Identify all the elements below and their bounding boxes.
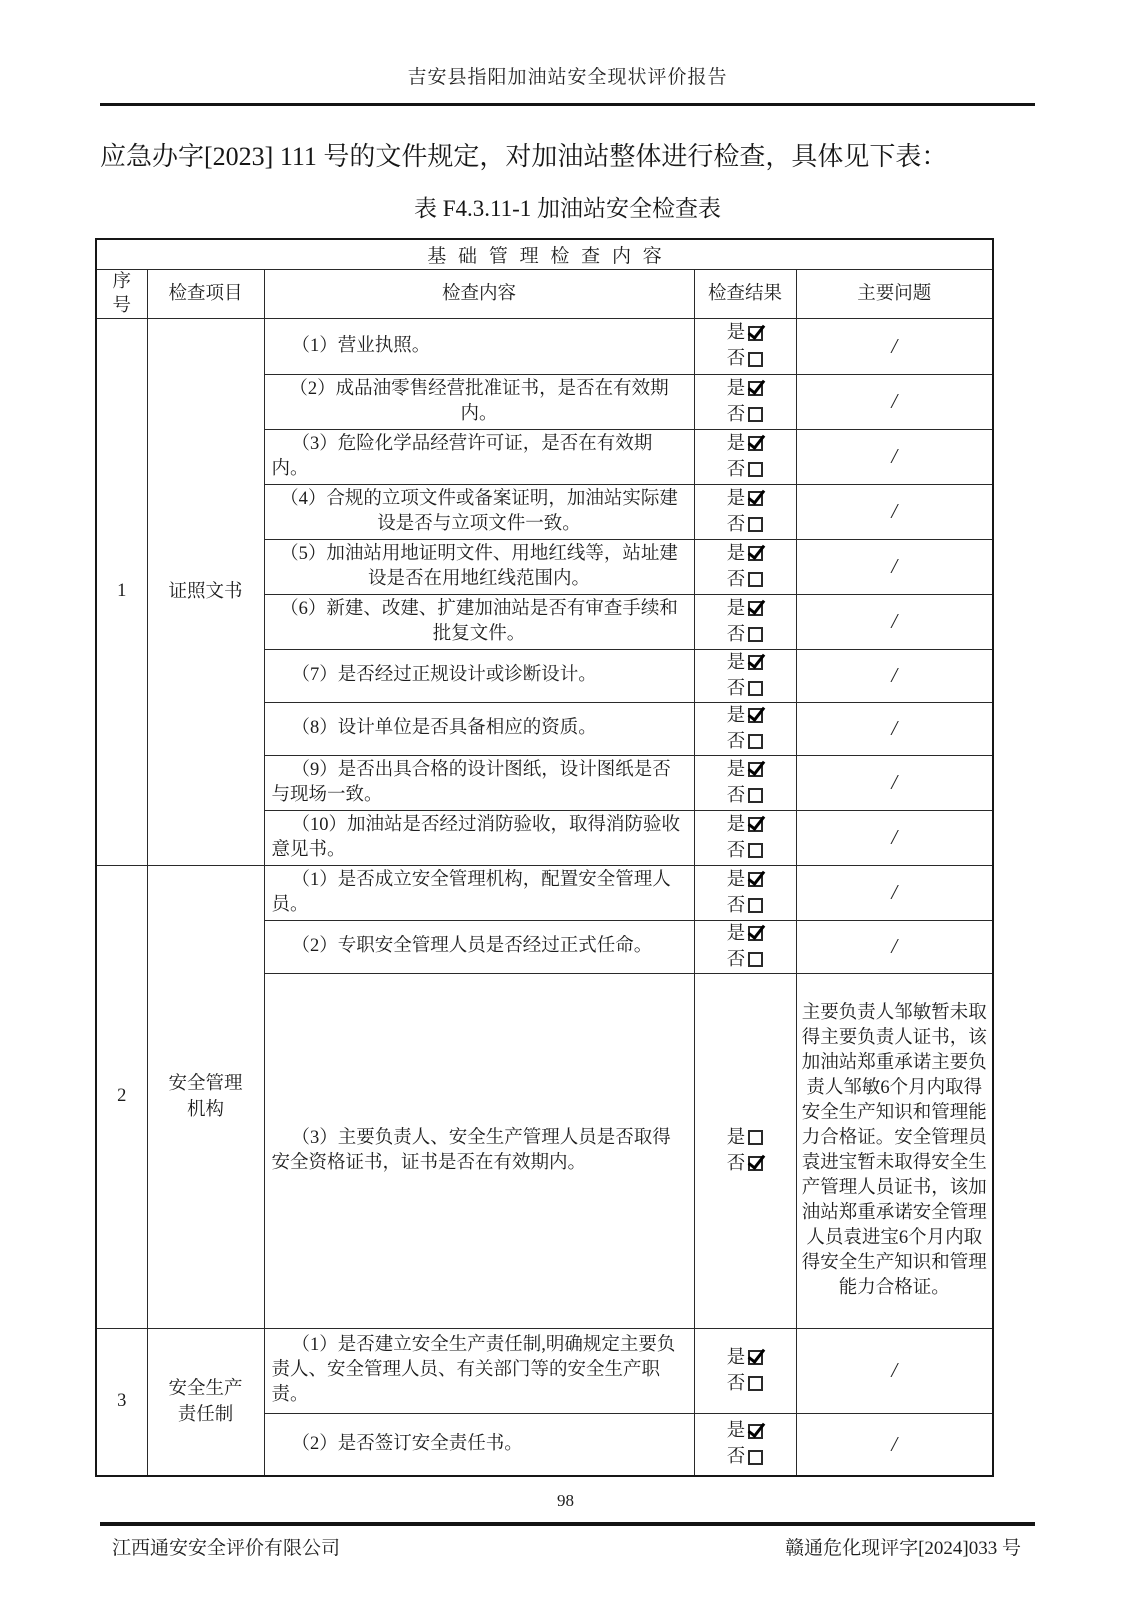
yes-label: 是 bbox=[726, 433, 746, 454]
yes-label: 是 bbox=[726, 1347, 746, 1368]
check-result bbox=[694, 810, 796, 865]
check-result bbox=[694, 1413, 796, 1476]
yes-checkbox-icon[interactable] bbox=[748, 817, 763, 832]
no-checkbox-icon[interactable] bbox=[748, 1450, 763, 1465]
yes-label: 是 bbox=[726, 705, 746, 726]
yes-checkbox-icon[interactable] bbox=[748, 381, 763, 396]
yes-label: 是 bbox=[726, 598, 746, 619]
no-label: 否 bbox=[726, 459, 746, 480]
main-issue: / bbox=[796, 429, 993, 484]
check-content: （1）是否成立安全管理机构，配置安全管理人员。 bbox=[264, 865, 694, 920]
main-issue: / bbox=[796, 649, 993, 702]
yes-checkbox-icon[interactable] bbox=[748, 1130, 763, 1145]
main-issue: / bbox=[796, 318, 993, 374]
no-checkbox-icon[interactable] bbox=[748, 952, 763, 967]
check-content: （7）是否经过正规设计或诊断设计。 bbox=[264, 649, 694, 702]
no-checkbox-icon[interactable] bbox=[748, 734, 763, 749]
yes-checkbox-icon[interactable] bbox=[748, 872, 763, 887]
column-header-row bbox=[96, 269, 993, 318]
section-item: 安全管理机构 bbox=[147, 865, 264, 1328]
no-label: 否 bbox=[726, 624, 746, 645]
col-header-result: 检查结果 bbox=[694, 269, 796, 318]
main-issue: / bbox=[796, 865, 993, 920]
main-issue: / bbox=[796, 484, 993, 539]
page-number: 98 bbox=[557, 1491, 574, 1510]
no-label: 否 bbox=[726, 895, 746, 916]
footer-rule bbox=[100, 1522, 1035, 1526]
footer-doc-number: 赣通危化现评字[2024]033 号 bbox=[785, 1538, 1021, 1559]
check-content: （8）设计单位是否具备相应的资质。 bbox=[264, 702, 694, 755]
no-checkbox-icon[interactable] bbox=[748, 517, 763, 532]
yes-checkbox-icon[interactable] bbox=[748, 1424, 763, 1439]
no-checkbox-icon[interactable] bbox=[748, 1156, 763, 1171]
yes-label: 是 bbox=[726, 488, 746, 509]
page-header bbox=[100, 62, 1035, 89]
check-result bbox=[694, 649, 796, 702]
yes-label: 是 bbox=[726, 378, 746, 399]
table-row bbox=[96, 865, 993, 920]
yes-label: 是 bbox=[726, 1127, 746, 1148]
no-label: 否 bbox=[726, 569, 746, 590]
page-footer bbox=[112, 1533, 1021, 1560]
check-result bbox=[694, 702, 796, 755]
check-result bbox=[694, 484, 796, 539]
main-issue: / bbox=[796, 1413, 993, 1476]
check-content: （3）主要负责人、安全生产管理人员是否取得安全资格证书，证书是否在有效期内。 bbox=[264, 973, 694, 1328]
check-content: （1）营业执照。 bbox=[264, 318, 694, 374]
no-checkbox-icon[interactable] bbox=[748, 352, 763, 367]
section-item: 安全生产责任制 bbox=[147, 1328, 264, 1476]
no-checkbox-icon[interactable] bbox=[748, 407, 763, 422]
no-label: 否 bbox=[726, 1447, 746, 1468]
no-checkbox-icon[interactable] bbox=[748, 462, 763, 477]
check-content: （2）成品油零售经营批准证书，是否在有效期内。 bbox=[264, 374, 694, 429]
report-title: 吉安县指阳加油站安全现状评价报告 bbox=[407, 67, 728, 88]
no-label: 否 bbox=[726, 840, 746, 861]
yes-checkbox-icon[interactable] bbox=[748, 436, 763, 451]
check-result bbox=[694, 539, 796, 594]
group-header-row bbox=[96, 239, 993, 269]
check-result bbox=[694, 920, 796, 973]
check-content: （4）合规的立项文件或备案证明，加油站实际建设是否与立项文件一致。 bbox=[264, 484, 694, 539]
intro-paragraph: 应急办字[2023] 111 号的文件规定，对加油站整体进行检查，具体见下表： bbox=[100, 142, 948, 171]
col-header-content: 检查内容 bbox=[264, 269, 694, 318]
main-issue: / bbox=[796, 594, 993, 649]
main-issue: / bbox=[796, 1328, 993, 1413]
yes-checkbox-icon[interactable] bbox=[748, 1350, 763, 1365]
yes-checkbox-icon[interactable] bbox=[748, 491, 763, 506]
yes-label: 是 bbox=[726, 869, 746, 890]
issue-detail-text: 主要负责人邹敏暂未取得主要负责人证书，该加油站郑重承诺主要负责人邹敏6个月内取得安全生产知识和管理能力合格证。安全管理员袁进宝暂未取得安全生产管理人员证书，该加油站郑重承诺安全管理人员袁进宝6个月内取得安全生产知识和管理能力合格证。 bbox=[801, 1002, 987, 1298]
main-issue: / bbox=[796, 374, 993, 429]
no-label: 否 bbox=[726, 1153, 746, 1174]
yes-label: 是 bbox=[726, 323, 746, 343]
check-result bbox=[694, 318, 796, 374]
table-row bbox=[96, 318, 993, 374]
check-content: （3）危险化学品经营许可证，是否在有效期内。 bbox=[264, 429, 694, 484]
yes-checkbox-icon[interactable] bbox=[748, 762, 763, 777]
main-issue: / bbox=[796, 702, 993, 755]
table-row bbox=[96, 1328, 993, 1413]
section-seq: 2 bbox=[96, 865, 147, 1328]
no-checkbox-icon[interactable] bbox=[748, 898, 763, 913]
no-label: 否 bbox=[726, 949, 746, 970]
safety-check-table bbox=[95, 238, 994, 1477]
main-issue: / bbox=[796, 810, 993, 865]
check-content: （6）新建、改建、扩建加油站是否有审查手续和批复文件。 bbox=[264, 594, 694, 649]
no-checkbox-icon[interactable] bbox=[748, 1376, 763, 1391]
group-header-cell: 基础管理检查内容 bbox=[96, 239, 993, 269]
section-seq: 3 bbox=[96, 1328, 147, 1476]
check-result bbox=[694, 429, 796, 484]
section-seq: 1 bbox=[96, 318, 147, 865]
yes-label: 是 bbox=[726, 543, 746, 564]
check-content: （9）是否出具合格的设计图纸，设计图纸是否与现场一致。 bbox=[264, 755, 694, 810]
main-issue: / bbox=[796, 755, 993, 810]
yes-checkbox-icon[interactable] bbox=[748, 326, 763, 341]
no-checkbox-icon[interactable] bbox=[748, 572, 763, 587]
check-content: （2）专职安全管理人员是否经过正式任命。 bbox=[264, 920, 694, 973]
check-result bbox=[694, 755, 796, 810]
col-header-seq: 序号 bbox=[96, 269, 147, 318]
no-label: 否 bbox=[726, 404, 746, 425]
no-label: 否 bbox=[726, 731, 746, 752]
check-content: （1）是否建立安全生产责任制,明确规定主要负责人、安全管理人员、有关部门等的安全生产职责。 bbox=[264, 1328, 694, 1413]
yes-label: 是 bbox=[726, 1421, 746, 1442]
check-result bbox=[694, 1328, 796, 1413]
no-label: 否 bbox=[726, 514, 746, 535]
no-label: 否 bbox=[726, 785, 746, 806]
no-label: 否 bbox=[726, 349, 746, 369]
section-item: 证照文书 bbox=[147, 318, 264, 865]
yes-checkbox-icon[interactable] bbox=[748, 926, 763, 941]
no-label: 否 bbox=[726, 678, 746, 699]
col-header-issue: 主要问题 bbox=[796, 269, 993, 318]
col-header-item: 检查项目 bbox=[147, 269, 264, 318]
check-content: （2）是否签订安全责任书。 bbox=[264, 1413, 694, 1476]
yes-label: 是 bbox=[726, 759, 746, 780]
yes-checkbox-icon[interactable] bbox=[748, 655, 763, 670]
footer-company: 江西通安安全评价有限公司 bbox=[112, 1538, 341, 1559]
yes-checkbox-icon[interactable] bbox=[748, 708, 763, 723]
main-issue: / bbox=[796, 920, 993, 973]
check-result bbox=[694, 865, 796, 920]
no-checkbox-icon[interactable] bbox=[748, 627, 763, 642]
check-content: （10）加油站是否经过消防验收，取得消防验收意见书。 bbox=[264, 810, 694, 865]
yes-checkbox-icon[interactable] bbox=[748, 601, 763, 616]
header-rule bbox=[100, 103, 1035, 106]
check-result bbox=[694, 973, 796, 1328]
yes-label: 是 bbox=[726, 923, 746, 944]
check-content: （5）加油站用地证明文件、用地红线等，站址建设是否在用地红线范围内。 bbox=[264, 539, 694, 594]
no-checkbox-icon[interactable] bbox=[748, 788, 763, 803]
table-caption: 表 F4.3.11-1 加油站安全检查表 bbox=[413, 196, 722, 221]
no-label: 否 bbox=[726, 1373, 746, 1394]
no-checkbox-icon[interactable] bbox=[748, 843, 763, 858]
no-checkbox-icon[interactable] bbox=[748, 681, 763, 696]
yes-label: 是 bbox=[726, 652, 746, 673]
check-result bbox=[694, 594, 796, 649]
yes-checkbox-icon[interactable] bbox=[748, 546, 763, 561]
main-issue bbox=[796, 973, 993, 1328]
main-issue: / bbox=[796, 539, 993, 594]
check-result bbox=[694, 374, 796, 429]
yes-label: 是 bbox=[726, 814, 746, 835]
